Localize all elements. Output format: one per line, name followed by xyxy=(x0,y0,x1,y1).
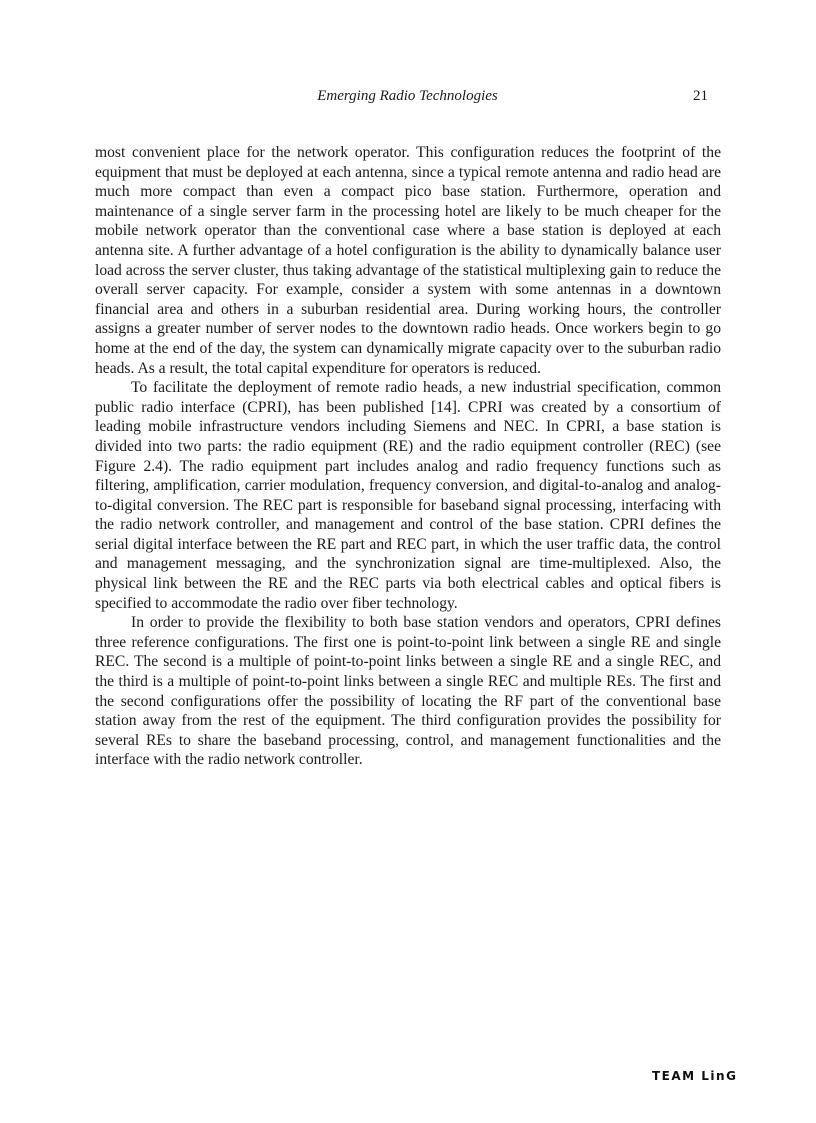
body-text xyxy=(95,143,721,770)
watermark: TEAM LinG xyxy=(652,1069,738,1083)
running-title: Emerging Radio Technologies xyxy=(317,88,498,104)
paragraph: To facilitate the deployment of remote radio heads, a new industrial specification, common public radio interface (CPRI), has been published [14]. CPRI was created by a consortium of leading mobile infrastructure vendors including Siemens and NEC. In CPRI, a base station is divided into two parts: the radio equipment (RE) and the radio equipment controller (REC) (see Figure 2.4). The radio equipment part includes analog and radio frequency functions such as filtering, amplification, carrier modulation, frequency conversion, and digital-to-analog and analog-to-digital conversion. The REC part is responsible for baseband signal processing, interfacing with the radio network controller, and management and control of the base station. CPRI defines the serial digital interface between the RE part and REC part, in which the user traffic data, the control and management messaging, and the synchronization signal are time-multiplexed. Also, the physical link between the RE and the REC parts via both electrical cables and optical fibers is specified to accommodate the radio over fiber technology. xyxy=(95,379,721,612)
page-number: 21 xyxy=(693,88,708,104)
running-header xyxy=(95,88,720,108)
paragraph: most convenient place for the network operator. This configuration reduces the footprint of the equipment that must be deployed at each antenna, since a typical remote antenna and radio head are much more compact than even a compact pico base station. Furthermore, operation and maintenance of a single server farm in the processing hotel are likely to be much cheaper for the mobile network operator than the conventional case where a base station is deployed at each antenna site. A further advantage of a hotel configuration is the ability to dynamically balance user load across the server cluster, thus taking advantage of the statistical multiplexing gain to reduce the overall server capacity. For example, consider a system with some antennas in a downtown financial area and others in a suburban residential area. During working hours, the controller assigns a greater number of server nodes to the downtown radio heads. Once workers begin to go home at the end of the day, the system can dynamically migrate capacity over to the suburban radio heads. As a result, the total capital expenditure for operators is reduced. xyxy=(95,144,721,377)
paragraph: In order to provide the flexibility to both base station vendors and operators, CPRI defines three reference configurations. The first one is point-to-point link between a single RE and single REC. The second is a multiple of point-to-point links between a single RE and a single REC, and the third is a multiple of point-to-point links between a single REC and multiple REs. The first and the second configurations offer the possibility of locating the RF part of the conventional base station away from the rest of the equipment. The third configuration provides the possibility for several REs to share the baseband processing, control, and management functionalities and the interface with the radio network controller. xyxy=(95,614,721,769)
